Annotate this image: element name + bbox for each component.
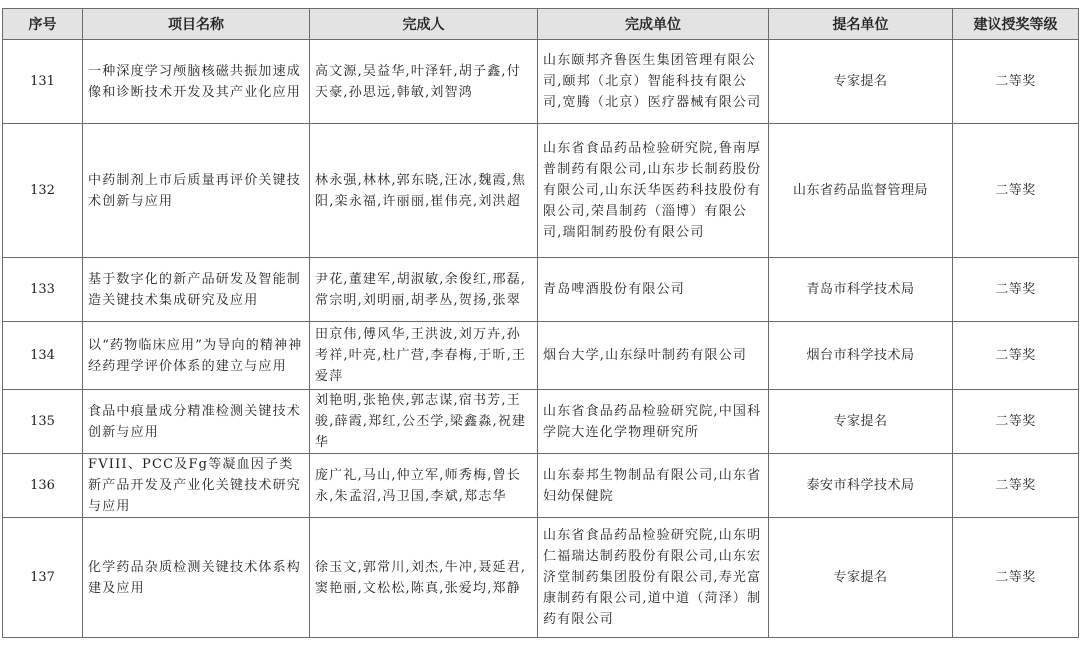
row-units: 青岛啤酒股份有限公司	[538, 258, 769, 322]
row-grade: 二等奖	[953, 40, 1079, 124]
row-grade: 二等奖	[953, 390, 1079, 454]
row-no: 134	[3, 322, 83, 390]
row-no: 136	[3, 454, 83, 518]
row-no: 132	[3, 124, 83, 258]
header-nominator: 提名单位	[769, 9, 953, 40]
table-row	[3, 124, 1079, 258]
header-project: 项目名称	[83, 9, 310, 40]
row-nominator: 青岛市科学技术局	[769, 258, 953, 322]
table-row	[3, 518, 1079, 638]
row-persons: 庞广礼,马山,仲立军,师秀梅,曾长永,朱孟沼,冯卫国,李斌,郑志华	[310, 454, 538, 518]
row-units: 烟台大学,山东绿叶制药有限公司	[538, 322, 769, 390]
row-nominator: 烟台市科学技术局	[769, 322, 953, 390]
row-grade: 二等奖	[953, 322, 1079, 390]
table-row	[3, 258, 1079, 322]
row-nominator: 专家提名	[769, 518, 953, 638]
row-units: 山东省食品药品检验研究院,山东明仁福瑞达制药股份有限公司,山东宏济堂制药集团股份有限公司,寿光富康制药有限公司,道中道（菏泽）制药有限公司	[538, 518, 769, 638]
header-row	[3, 9, 1079, 40]
row-no: 135	[3, 390, 83, 454]
row-persons: 尹花,董建军,胡淑敏,余俊红,邢磊,常宗明,刘明丽,胡孝丛,贺扬,张翠	[310, 258, 538, 322]
row-project: FVIII、PCC及Fg等凝血因子类新产品开发及产业化关键技术研究与应用	[83, 454, 310, 518]
row-project: 食品中痕量成分精准检测关键技术创新与应用	[83, 390, 310, 454]
row-persons: 刘艳明,张艳侠,郭志谋,宿书芳,王骏,薛霞,郑红,公丕学,梁鑫淼,祝建华	[310, 390, 538, 454]
row-persons: 高文源,吴益华,叶泽轩,胡子鑫,付天豪,孙思远,韩敏,刘智鸿	[310, 40, 538, 124]
row-project: 以“药物临床应用”为导向的精神神经药理学评价体系的建立与应用	[83, 322, 310, 390]
row-units: 山东省食品药品检验研究院,鲁南厚普制药有限公司,山东步长制药股份有限公司,山东沃华医药科技股份有限公司,荣昌制药（淄博）有限公司,瑞阳制药股份有限公司	[538, 124, 769, 258]
row-no: 131	[3, 40, 83, 124]
row-project: 中药制剂上市后质量再评价关键技术创新与应用	[83, 124, 310, 258]
table-row	[3, 40, 1079, 124]
table-row	[3, 322, 1079, 390]
row-nominator: 山东省药品监督管理局	[769, 124, 953, 258]
table-row	[3, 454, 1079, 518]
row-persons: 田京伟,傅风华,王洪波,刘万卉,孙考祥,叶亮,杜广营,李春梅,于昕,王爱萍	[310, 322, 538, 390]
row-grade: 二等奖	[953, 258, 1079, 322]
header-persons: 完成人	[310, 9, 538, 40]
row-grade: 二等奖	[953, 518, 1079, 638]
row-persons: 林永强,林林,郭东晓,汪冰,魏霞,焦阳,栾永福,许丽丽,崔伟亮,刘洪超	[310, 124, 538, 258]
table-row	[3, 390, 1079, 454]
row-project: 一种深度学习颅脑核磁共振加速成像和诊断技术开发及其产业化应用	[83, 40, 310, 124]
row-units: 山东泰邦生物制品有限公司,山东省妇幼保健院	[538, 454, 769, 518]
header-units: 完成单位	[538, 9, 769, 40]
row-nominator: 专家提名	[769, 390, 953, 454]
row-units: 山东颐邦齐鲁医生集团管理有限公司,颐邦（北京）智能科技有限公司,宽腾（北京）医疗器械有限公司	[538, 40, 769, 124]
row-persons: 徐玉文,郭常川,刘杰,牛冲,聂延君,窦艳丽,文松松,陈真,张爱均,郑静	[310, 518, 538, 638]
row-project: 化学药品杂质检测关键技术体系构建及应用	[83, 518, 310, 638]
header-grade: 建议授奖等级	[953, 9, 1079, 40]
header-no: 序号	[3, 9, 83, 40]
row-nominator: 专家提名	[769, 40, 953, 124]
row-no: 133	[3, 258, 83, 322]
row-nominator: 泰安市科学技术局	[769, 454, 953, 518]
row-units: 山东省食品药品检验研究院,中国科学院大连化学物理研究所	[538, 390, 769, 454]
row-grade: 二等奖	[953, 454, 1079, 518]
row-no: 137	[3, 518, 83, 638]
award-table	[2, 8, 1079, 638]
row-grade: 二等奖	[953, 124, 1079, 258]
row-project: 基于数字化的新产品研发及智能制造关键技术集成研究及应用	[83, 258, 310, 322]
